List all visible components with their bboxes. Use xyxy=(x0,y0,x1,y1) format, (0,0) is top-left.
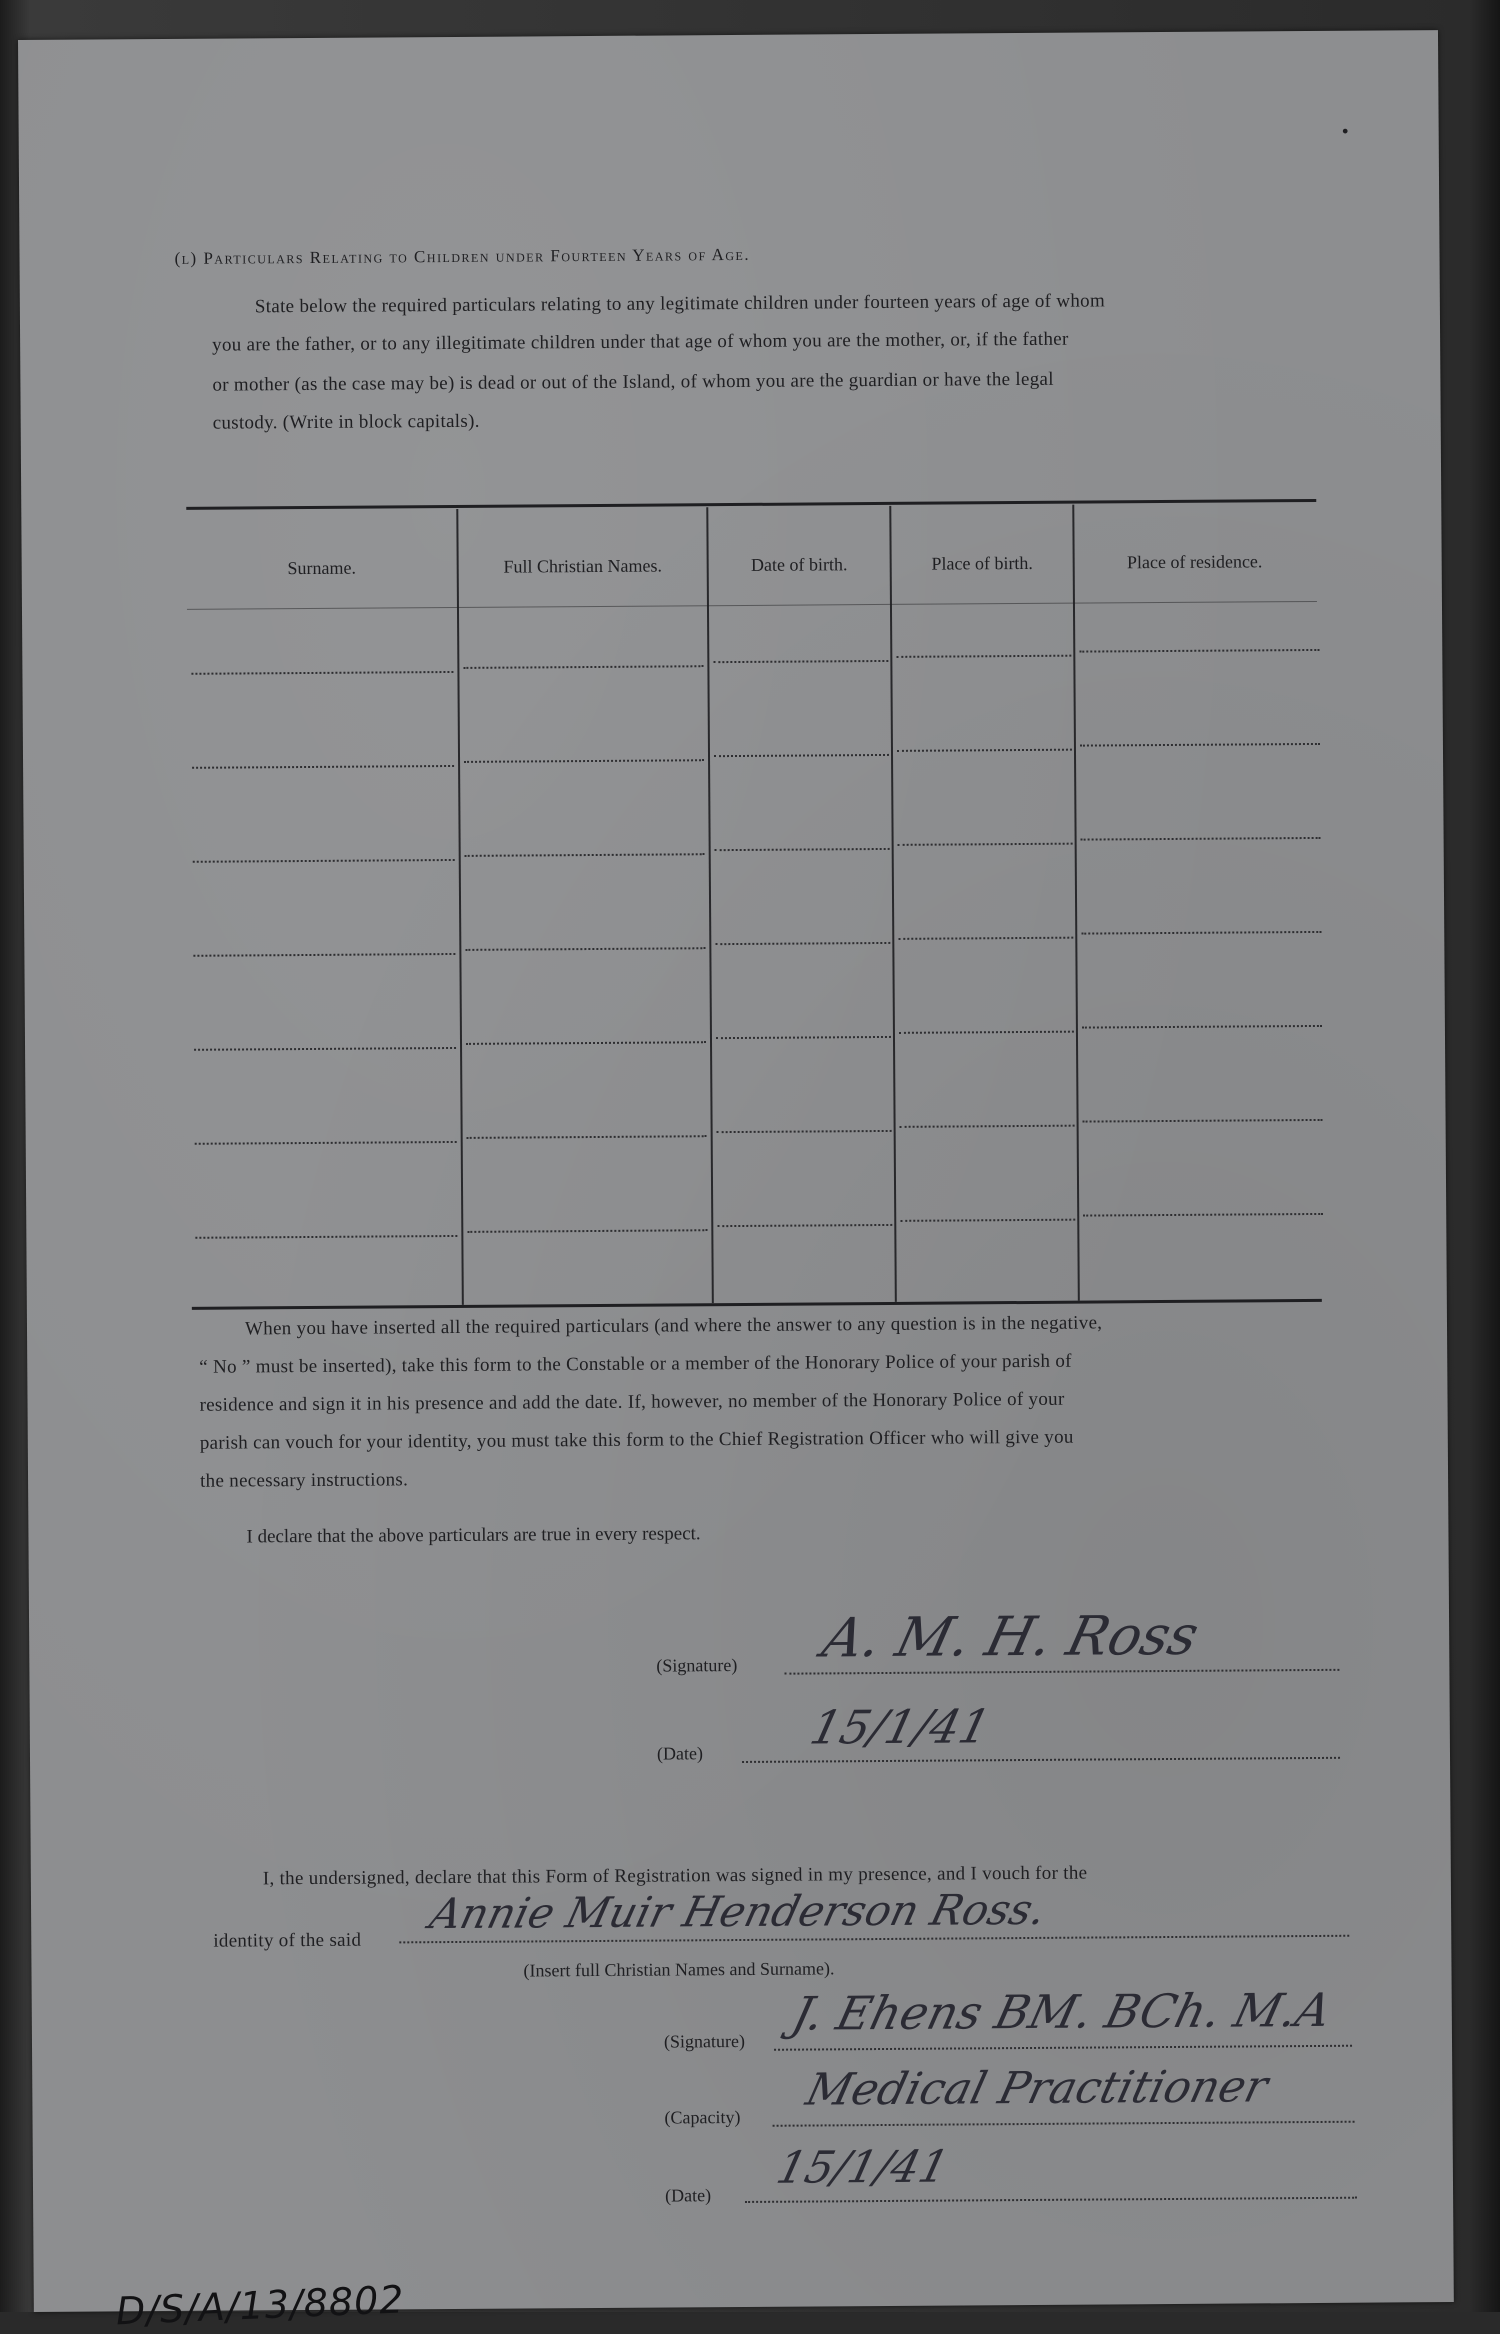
table-cell-line[interactable] xyxy=(716,1036,891,1039)
table-cell-line[interactable] xyxy=(900,1219,1075,1222)
table-cell-line[interactable] xyxy=(192,765,454,769)
instruction-line: residence and sign it in his presence and add the date. If, however, no member of the Honorary Police of your xyxy=(199,1388,1065,1416)
children-table xyxy=(186,451,1342,1259)
table-cell-line[interactable] xyxy=(717,1224,892,1227)
table-cell-line[interactable] xyxy=(715,942,890,945)
instruction-line: parish can vouch for your identity, you must take this form to the Chief Registration Officer who will give you xyxy=(199,1426,1074,1454)
table-row xyxy=(186,451,1336,459)
witness-date-line xyxy=(745,2197,1357,2203)
table-cell-line[interactable] xyxy=(193,953,455,957)
table-cell-line[interactable] xyxy=(896,655,1071,658)
column-divider xyxy=(706,507,714,1303)
table-cell-line[interactable] xyxy=(713,660,888,663)
intro-text-line: State below the required particulars relating to any legitimate children under fourteen years of age of whom xyxy=(254,290,1106,318)
archive-reference: D/S/A/13/8802 xyxy=(115,2277,406,2334)
table-row xyxy=(186,451,1336,459)
table-cell-line[interactable] xyxy=(1081,837,1321,841)
date-line xyxy=(742,1757,1340,1763)
instruction-line: the necessary instructions. xyxy=(199,1469,409,1492)
table-cell-line[interactable] xyxy=(194,1047,456,1051)
column-header-date-of-birth: Date of birth. xyxy=(750,554,848,575)
table-top-rule xyxy=(186,499,1316,510)
table-row xyxy=(186,451,1336,459)
column-divider xyxy=(456,509,464,1305)
table-cell-line[interactable] xyxy=(193,859,455,863)
table-cell-line[interactable] xyxy=(1083,1119,1323,1123)
table-row xyxy=(186,451,1336,459)
applicant-signature[interactable]: A. M. H. Ross xyxy=(816,1603,1205,1670)
capacity-label: (Capacity) xyxy=(664,2107,741,2128)
witness-date[interactable]: 15/1/41 xyxy=(771,2141,954,2194)
table-cell-line[interactable] xyxy=(1083,1213,1323,1217)
column-divider xyxy=(1072,505,1080,1301)
table-row xyxy=(186,451,1336,459)
corner-marks: • xyxy=(1341,120,1349,143)
column-divider xyxy=(889,506,897,1302)
table-cell-line[interactable] xyxy=(465,947,705,951)
table-cell-line[interactable] xyxy=(900,1125,1075,1128)
table-cell-line[interactable] xyxy=(717,1130,892,1133)
signature-line xyxy=(784,1669,1339,1675)
intro-text-line: you are the father, or to any illegitimate children under that age of whom you are the mother, or, if the father xyxy=(212,328,1069,356)
instruction-line: “ No ” must be inserted), take this form to the Constable or a member of the Honorary Police of your parish of xyxy=(199,1350,1072,1378)
capacity-line xyxy=(773,2121,1355,2127)
table-row xyxy=(186,451,1336,459)
signature-label: (Signature) xyxy=(656,1655,738,1676)
table-bottom-rule xyxy=(192,1299,1322,1310)
witness-signature-line xyxy=(774,2045,1352,2051)
table-row xyxy=(186,451,1336,459)
section-heading: (l) Particulars Relating to Children under Fourteen Years of Age. xyxy=(174,244,751,268)
table-cell-line[interactable] xyxy=(1079,649,1319,653)
form-page xyxy=(18,30,1454,2334)
table-cell-line[interactable] xyxy=(714,754,889,757)
capacity-value[interactable]: Medical Practitioner xyxy=(801,2061,1273,2116)
table-cell-line[interactable] xyxy=(467,1135,707,1139)
column-header-christian-names: Full Christian Names. xyxy=(503,555,663,577)
table-cell-line[interactable] xyxy=(463,665,703,669)
table-cell-line[interactable] xyxy=(191,671,453,675)
declaration-date[interactable]: 15/1/41 xyxy=(805,1699,996,1755)
table-cell-line[interactable] xyxy=(195,1235,457,1239)
declaration-text: I declare that the above particulars are true in every respect. xyxy=(246,1523,701,1548)
table-cell-line[interactable] xyxy=(1080,743,1320,747)
date-label: (Date) xyxy=(656,1743,704,1764)
column-header-place-of-birth: Place of birth. xyxy=(931,552,1033,574)
table-cell-line[interactable] xyxy=(466,1041,706,1045)
table-cell-line[interactable] xyxy=(195,1141,457,1145)
table-cell-line[interactable] xyxy=(898,937,1073,940)
identity-hint: (Insert full Christian Names and Surname). xyxy=(523,1958,835,1981)
table-cell-line[interactable] xyxy=(715,848,890,851)
identity-name[interactable]: Annie Muir Henderson Ross. xyxy=(425,1884,1051,1939)
vouching-text: I, the undersigned, declare that this Form of Registration was signed in my presence, and I vouch for the xyxy=(262,1862,1088,1890)
intro-text-line: or mother (as the case may be) is dead or out of the Island, of whom you are the guardian or have the legal xyxy=(212,368,1054,396)
header-underline xyxy=(187,601,1317,610)
table-cell-line[interactable] xyxy=(465,853,705,857)
table-cell-line[interactable] xyxy=(1081,931,1321,935)
identity-label: identity of the said xyxy=(213,1929,362,1952)
table-cell-line[interactable] xyxy=(898,843,1073,846)
witness-signature-label: (Signature) xyxy=(663,2030,746,2052)
table-cell-line[interactable] xyxy=(897,749,1072,752)
intro-text-line: custody. (Write in block capitals). xyxy=(212,410,480,434)
table-cell-line[interactable] xyxy=(464,759,704,763)
witness-date-label: (Date) xyxy=(664,2185,712,2206)
column-header-place-of-residence: Place of residence. xyxy=(1126,551,1263,573)
witness-signature[interactable]: J. Ehens BM. BCh. M.A xyxy=(787,1982,1337,2041)
table-cell-line[interactable] xyxy=(1082,1025,1322,1029)
table-cell-line[interactable] xyxy=(467,1229,707,1233)
table-rows xyxy=(186,451,1336,459)
instruction-line: When you have inserted all the required particulars (and where the answer to any question is in the negative, xyxy=(244,1312,1103,1340)
column-header-surname: Surname. xyxy=(287,557,356,579)
table-cell-line[interactable] xyxy=(899,1031,1074,1034)
